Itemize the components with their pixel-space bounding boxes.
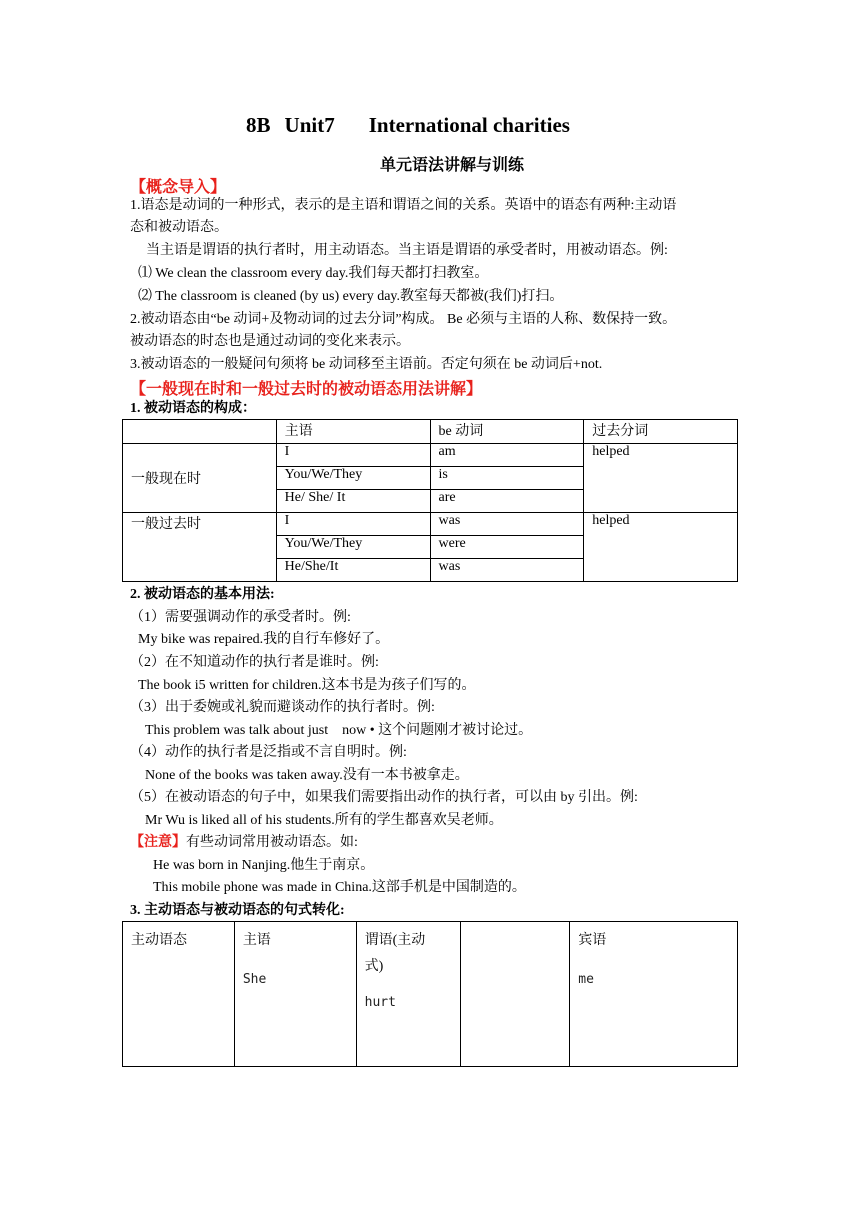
page-title <box>0 113 816 138</box>
be-verb-cell: was <box>430 513 584 536</box>
concept-paragraph-4: 3.被动语态的一般疑问句须将 be 动词移至主语前。否定句须在 be 动词后+not. <box>130 357 603 372</box>
tense-label: 一般现在时 <box>123 444 277 513</box>
table-row <box>123 513 738 536</box>
predicate-header-line-1: 谓语(主动 <box>364 933 426 948</box>
predicate-value: hurt <box>364 995 396 1010</box>
table-header-cell: be 动词 <box>430 420 584 444</box>
subject-cell: I <box>276 513 430 536</box>
subject-value: She <box>242 972 267 987</box>
usage-label: （4）动作的执行者是泛指或不言自明时。例: <box>130 745 407 760</box>
note-tag: 【注意】 <box>130 835 186 850</box>
usage-example: None of the books was taken away.没有一本书被拿走。 <box>145 768 469 783</box>
concept-paragraph-1b: 态和被动语态。 <box>130 220 228 235</box>
predicate-header-line-2: 式) <box>364 959 384 974</box>
usage-example: Mr Wu is liked all of his students.所有的学生都喜欢吴老师。 <box>145 813 503 828</box>
usage-label: （2）在不知道动作的执行者是谁时。例: <box>130 655 379 670</box>
conversion-subheading: 3. 主动语态与被动语态的句式转化: <box>130 903 345 918</box>
note-text: 有些动词常用被动语态。如: <box>186 835 358 850</box>
table-header-cell <box>123 420 277 444</box>
title-level: 8B <box>246 113 271 137</box>
note-line <box>130 832 358 854</box>
past-participle-cell: helped <box>584 444 738 513</box>
formation-table <box>122 419 738 582</box>
note-example-2: This mobile phone was made in China.这部手机是中国制造的。 <box>153 880 526 895</box>
active-voice-label: 主动语态 <box>123 922 235 1067</box>
concept-paragraph-3b: 被动语态的时态也是通过动词的变化来表示。 <box>130 334 410 349</box>
be-verb-cell: is <box>430 467 584 490</box>
conversion-table <box>122 921 738 1067</box>
table-header-cell: 主语 <box>276 420 430 444</box>
concept-example-2: ⑵ The classroom is cleaned (by us) every day.教室每天都被(我们)打扫。 <box>138 289 564 304</box>
note-example-1: He was born in Nanjing.他生于南京。 <box>153 858 375 873</box>
usage-label: （3）出于委婉或礼貌而避谈动作的执行者时。例: <box>130 700 435 715</box>
subject-cell: He/She/It <box>276 559 430 582</box>
be-verb-cell: was <box>430 559 584 582</box>
table-header-row <box>123 420 738 444</box>
usage-example: This problem was talk about just now • 这个问题刚才被讨论过。 <box>145 723 533 738</box>
usage-example: My bike was repaired.我的自行车修好了。 <box>138 632 390 647</box>
concept-paragraph-3a: 2.被动语态由“be 动词+及物动词的过去分词”构成。 Be 必须与主语的人称、数保持一致。 <box>130 312 677 327</box>
usage-label: （5）在被动语态的句子中，如果我们需要指出动作的执行者，可以由 by 引出。例: <box>130 790 638 805</box>
predicate-column <box>356 922 460 1067</box>
be-verb-cell: am <box>430 444 584 467</box>
subject-cell: I <box>276 444 430 467</box>
subject-cell: He/ She/ It <box>276 490 430 513</box>
title-topic: International charities <box>368 113 570 137</box>
subject-cell: You/We/They <box>276 467 430 490</box>
concept-paragraph-1a: 1.语态是动词的一种形式，表示的是主语和谓语之间的关系。英语中的语态有两种:主动语 <box>130 198 677 213</box>
object-column <box>570 922 738 1067</box>
page-subtitle: 单元语法讲解与训练 <box>379 157 524 174</box>
usage-label: （1）需要强调动作的承受者时。例: <box>130 610 351 625</box>
table-header-cell: 过去分词 <box>584 420 738 444</box>
usage-subheading: 2. 被动语态的基本用法: <box>130 587 275 602</box>
table-row <box>123 922 738 1067</box>
title-unit: Unit7 <box>284 113 335 137</box>
concept-example-1: ⑴ We clean the classroom every day.我们每天都打扫教室。 <box>138 266 489 281</box>
usage-example: The book i5 written for children.这本书是为孩子们写的。 <box>138 678 476 693</box>
past-participle-cell: helped <box>584 513 738 582</box>
subject-cell: You/We/They <box>276 536 430 559</box>
be-verb-cell: were <box>430 536 584 559</box>
subject-header: 主语 <box>242 933 271 948</box>
object-header: 宾语 <box>578 933 607 948</box>
object-value: me <box>578 972 594 987</box>
usage-heading: 【一般现在时和一般过去时的被动语态用法讲解】 <box>130 381 483 398</box>
concept-heading: 【概念导入】 <box>130 179 227 196</box>
table-row <box>123 444 738 467</box>
formation-subheading: 1. 被动语态的构成： <box>130 401 256 416</box>
empty-cell <box>460 922 570 1067</box>
be-verb-cell: are <box>430 490 584 513</box>
concept-paragraph-2: 当主语是谓语的执行者时，用主动语态。当主语是谓语的承受者时，用被动语态。例: <box>146 243 668 258</box>
tense-label: 一般过去时 <box>123 513 277 582</box>
subject-column <box>234 922 356 1067</box>
